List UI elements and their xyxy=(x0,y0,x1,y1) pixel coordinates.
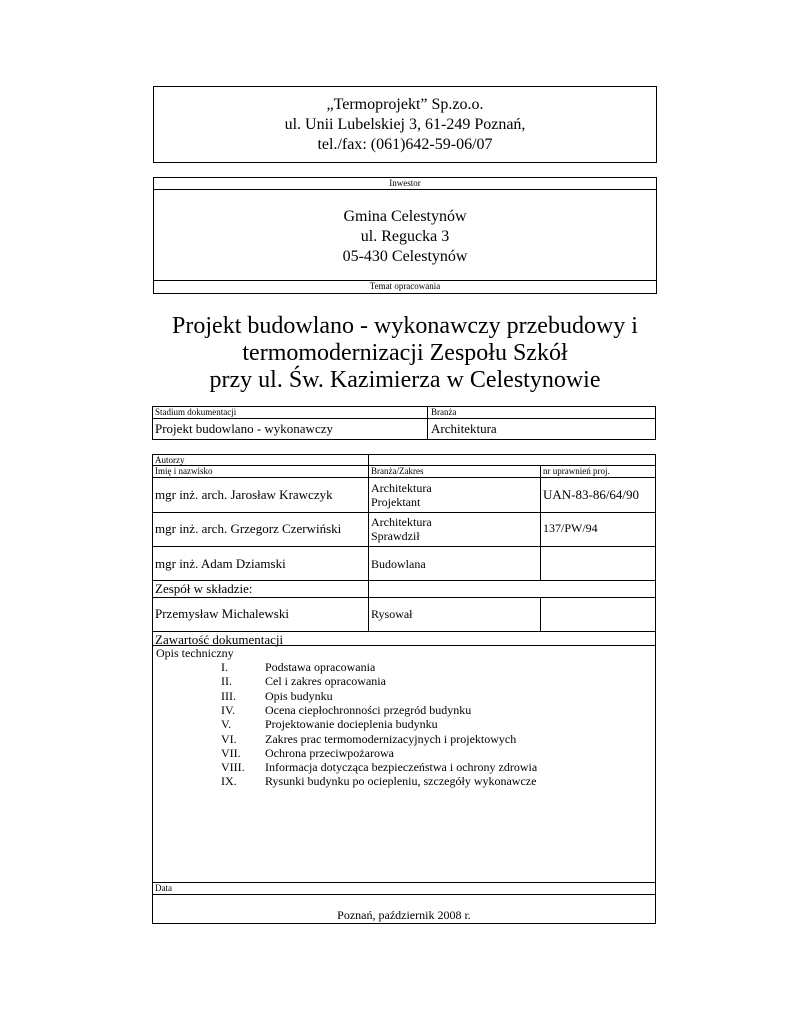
date-value: Poznań, październik 2008 r. xyxy=(337,908,471,922)
author-row2-license: 137/PW/94 xyxy=(543,521,598,535)
author-row1-license: UAN-83-86/64/90 xyxy=(543,487,640,502)
investor-line1: Gmina Celestynów xyxy=(343,208,467,225)
col-divider-2b xyxy=(540,597,541,631)
contents-item-number: I. xyxy=(221,660,228,674)
contents-item xyxy=(0,674,791,688)
contents-item-number: IV. xyxy=(221,702,236,717)
author-row2-name: mgr inż. arch. Grzegorz Czerwiński xyxy=(155,521,342,536)
contents-item xyxy=(0,746,791,760)
row2-divider xyxy=(152,546,656,547)
contents-item xyxy=(0,689,791,703)
stage-value: Projekt budowlano - wykonawczy xyxy=(155,421,333,436)
contents-item-text: Projektowanie docieplenia budynku xyxy=(265,717,438,732)
contents-item xyxy=(0,703,791,717)
header-divider xyxy=(152,477,656,478)
contents-item xyxy=(0,660,791,674)
team-member-role: Rysował xyxy=(371,607,413,621)
investor-line2: ul. Regucka 3 xyxy=(360,228,450,245)
contents-item-text: Ocena ciepłochronności przegród budynku xyxy=(265,702,472,717)
team-label: Zespół w składzie: xyxy=(155,581,253,596)
contents-heading: Opis techniczny xyxy=(156,646,234,660)
branch-label: Branża xyxy=(431,407,457,417)
company-name: „Termoprojekt” Sp.zo.o. xyxy=(326,96,484,113)
contents-label: Zawartość dokumentacji xyxy=(155,632,284,647)
team-label-divider xyxy=(152,597,656,598)
contents-item xyxy=(0,717,791,731)
contents-item xyxy=(0,774,791,788)
contents-item-text: Zakres prac termomodernizacyjnych i projektowych xyxy=(265,731,517,746)
contents-item xyxy=(0,760,791,774)
contents-item-number: VII. xyxy=(221,745,241,760)
contents-item-number: VIII. xyxy=(221,760,245,775)
author-row3-branch1: Budowlana xyxy=(371,557,426,571)
branch-value: Architektura xyxy=(431,421,497,436)
investor-line3: 05-430 Celestynów xyxy=(342,248,468,265)
contents-item-text: Ochrona przeciwpożarowa xyxy=(265,745,394,760)
date-label-divider xyxy=(152,894,656,895)
company-address: ul. Unii Lubelskiej 3, 61-249 Poznań, xyxy=(284,116,526,133)
investor-label: Inwestor xyxy=(389,178,421,188)
author-row2-branch1: Architektura xyxy=(371,515,432,529)
row1-divider xyxy=(152,512,656,513)
col-license-header: nr uprawnień proj. xyxy=(543,466,610,476)
company-phone: tel./fax: (061)642-59-06/07 xyxy=(317,136,493,153)
contents-item-number: IX. xyxy=(221,774,237,789)
date-label: Data xyxy=(155,883,172,893)
contents-item-text: Podstawa opracowania xyxy=(265,660,376,674)
col-divider-2 xyxy=(540,465,541,580)
contents-item-number: II. xyxy=(221,674,232,689)
author-row3-name: mgr inż. Adam Dziamski xyxy=(155,556,286,571)
stage-col-divider xyxy=(427,406,428,440)
col-name-header: Imię i nazwisko xyxy=(155,466,213,476)
col-divider-1 xyxy=(368,454,369,631)
authors-label: Autorzy xyxy=(155,455,185,465)
col-branch-header: Branża/Zakres xyxy=(371,466,424,476)
author-row1-branch2: Projektant xyxy=(371,495,421,509)
investor-label-divider xyxy=(153,189,657,190)
author-row1-name: mgr inż. arch. Jarosław Krawczyk xyxy=(155,487,333,502)
project-title-line2: termomodernizacji Zespołu Szkół xyxy=(242,340,568,366)
contents-item-number: VI. xyxy=(221,731,237,746)
topic-label: Temat opracowania xyxy=(369,281,441,291)
contents-item-text: Opis budynku xyxy=(265,688,333,703)
team-member-name: Przemysław Michalewski xyxy=(155,606,289,621)
contents-item-text: Informacja dotycząca bezpieczeństwa i ochrony zdrowia xyxy=(265,760,538,775)
project-title-line1: Projekt budowlano - wykonawczy przebudowy i xyxy=(172,313,638,339)
contents-item xyxy=(0,732,791,746)
contents-item-text: Cel i zakres opracowania xyxy=(265,674,386,689)
author-row2-branch2: Sprawdził xyxy=(371,529,420,543)
contents-item-number: V. xyxy=(221,717,232,732)
contents-item-text: Rysunki budynku po ociepleniu, szczegóły wykonawcze xyxy=(265,774,537,789)
contents-divider xyxy=(152,882,656,883)
author-row1-branch1: Architektura xyxy=(371,481,432,495)
project-title-line3: przy ul. Św. Kazimierza w Celestynowie xyxy=(209,367,601,393)
contents-item-number: III. xyxy=(221,688,236,703)
stage-divider xyxy=(152,418,656,419)
stage-label: Stadium dokumentacji xyxy=(155,407,237,417)
